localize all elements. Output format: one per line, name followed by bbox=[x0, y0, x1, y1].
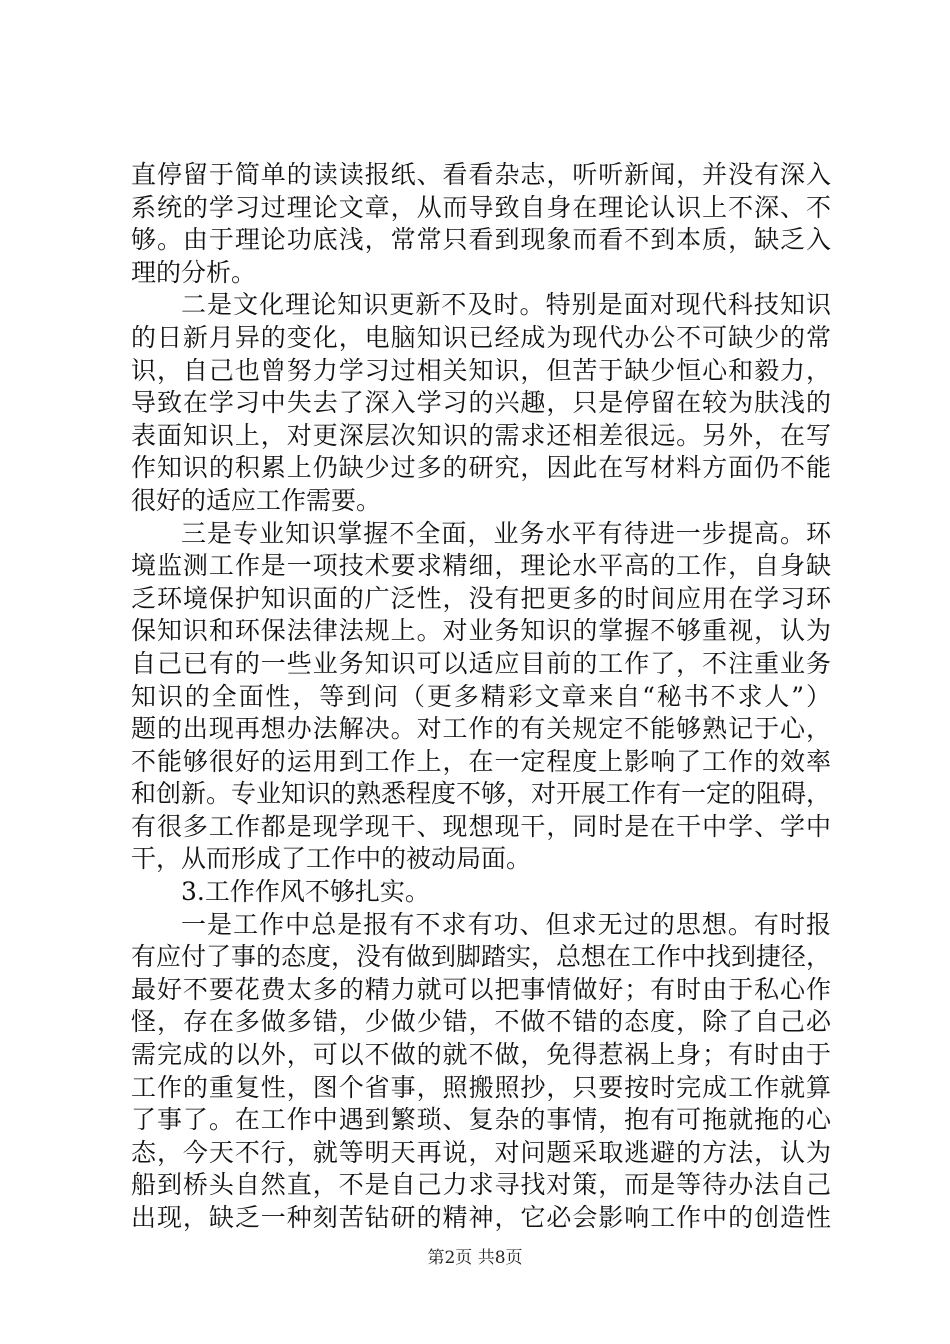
paragraph-start-line: 一是工作中总是报有不求有功、但求无过的思想。有时报 bbox=[181, 909, 831, 939]
text-line: 乏环境保护知识面的广泛性，没有把更多的时间应用在学习环 bbox=[131, 583, 831, 613]
text-line: 最好不要花费太多的精力就可以把事情做好；有时由于私心作 bbox=[131, 974, 831, 1004]
text-line: 题的出现再想办法解决。对工作的有关规定不能够熟记于心， bbox=[131, 714, 831, 744]
text-line: 直停留于简单的读读报纸、看看杂志，听听新闻，并没有深入 bbox=[131, 160, 831, 189]
text-line: 的日新月异的变化，电脑知识已经成为现代办公不可缺少的常 bbox=[131, 322, 831, 352]
text-line: 船到桥头自然直，不是自己力求寻找对策，而是等待办法自己 bbox=[131, 1170, 831, 1200]
text-line: 导致在学习中失去了深入学习的兴趣，只是停留在较为肤浅的 bbox=[131, 388, 831, 418]
text-line: 表面知识上，对更深层次知识的需求还相差很远。另外，在写 bbox=[131, 420, 831, 450]
text-line: 不能够很好的运用到工作上，在一定程度上影响了工作的效率 bbox=[131, 746, 831, 776]
text-line: 系统的学习过理论文章，从而导致自身在理论认识上不深、不 bbox=[131, 192, 831, 222]
paragraph-start-line: 二是文化理论知识更新不及时。特别是面对现代科技知识 bbox=[181, 290, 831, 320]
text-line: 干，从而形成了工作中的被动局面。 bbox=[131, 844, 532, 874]
body-text bbox=[131, 159, 831, 1235]
text-line: 作知识的积累上仍缺少过多的研究，因此在写材料方面仍不能 bbox=[131, 453, 831, 483]
text-line: 和创新。专业知识的熟悉程度不够，对开展工作有一定的阻碍， bbox=[131, 779, 832, 809]
text-line: 保知识和环保法律法规上。对业务知识的掌握不够重视，认为 bbox=[131, 616, 831, 646]
text-line: 境监测工作是一项技术要求精细，理论水平高的工作，自身缺 bbox=[131, 551, 831, 581]
text-line: 理的分析。 bbox=[131, 257, 257, 287]
text-line: 自己已有的一些业务知识可以适应目前的工作了，不注重业务 bbox=[131, 648, 831, 678]
text-line: 有很多工作都是现学现干、现想现干，同时是在干中学、学中 bbox=[131, 811, 831, 841]
text-line: 需完成的以外，可以不做的就不做，免得惹祸上身；有时由于 bbox=[131, 1040, 831, 1070]
text-line: 很好的适应工作需要。 bbox=[131, 485, 382, 515]
text-line: 知识的全面性，等到问（更多精彩文章来自“秘书不求人”） bbox=[131, 681, 831, 711]
text-line: 出现，缺乏一种刻苦钻研的精神，它必会影响工作中的创造性 bbox=[131, 1203, 831, 1232]
text-line: 工作的重复性，图个省事，照搬照抄，只要按时完成工作就算 bbox=[131, 1072, 831, 1102]
page-number-footer: 第2页 共8页 bbox=[427, 1248, 523, 1268]
text-line: 怪，存在多做多错，少做少错，不做不错的态度，除了自己必 bbox=[131, 1007, 831, 1037]
text-line: 够。由于理论功底浅，常常只看到现象而看不到本质，缺乏入 bbox=[131, 225, 831, 255]
text-line: 态，今天不行，就等明天再说，对问题采取逃避的方法，认为 bbox=[131, 1137, 831, 1167]
text-line: 了事了。在工作中遇到繁琐、复杂的事情，抱有可拖就拖的心 bbox=[131, 1105, 831, 1135]
text-line: 有应付了事的态度，没有做到脚踏实，总想在工作中找到捷径， bbox=[131, 942, 832, 972]
paragraph-start-line: 三是专业知识掌握不全面，业务水平有待进一步提高。环 bbox=[181, 518, 831, 548]
text-line: 识，自己也曾努力学习过相关知识，但苦于缺少恒心和毅力， bbox=[131, 355, 831, 385]
section-heading: 3.工作作风不够扎实。 bbox=[181, 877, 430, 907]
